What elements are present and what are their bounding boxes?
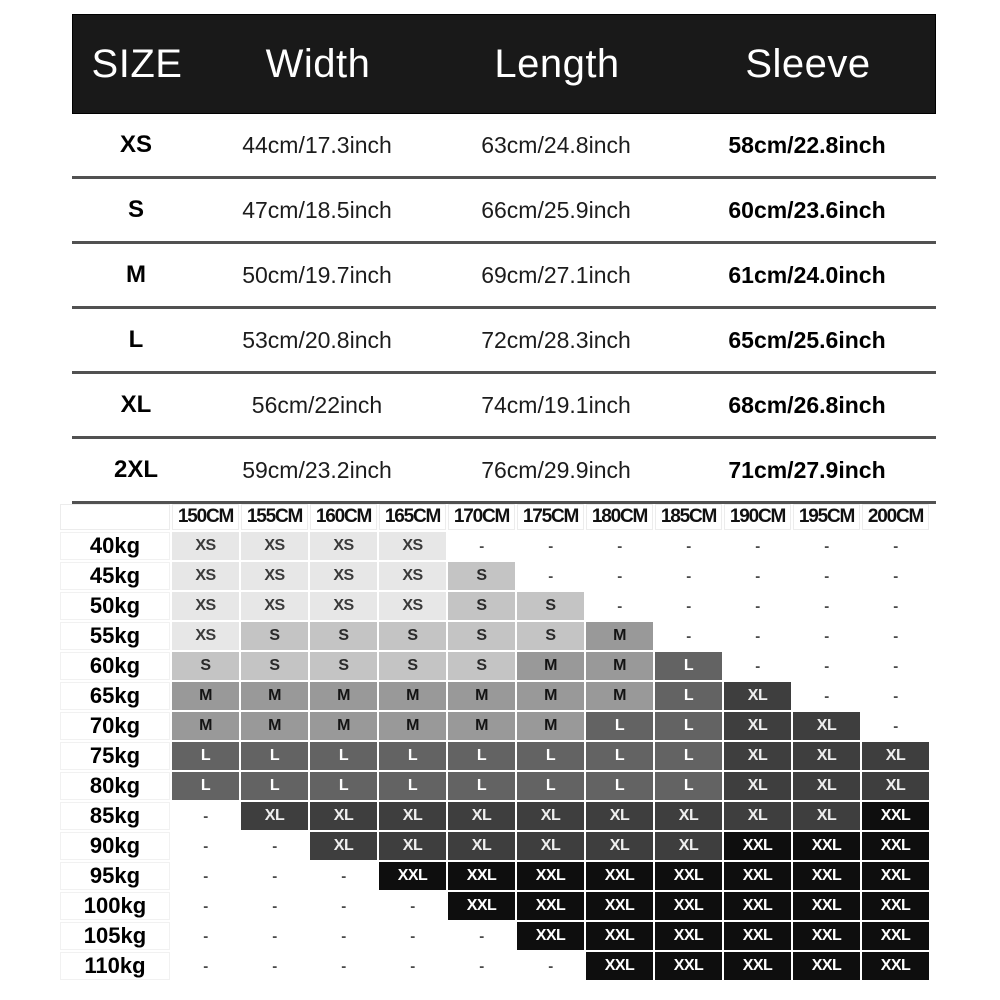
empty-cell: - — [862, 562, 929, 590]
size-cell: L — [517, 772, 584, 800]
measurement-table-header — [72, 14, 936, 114]
size-cell: XXL — [586, 862, 653, 890]
sleeve-value: 71cm/27.9inch — [728, 456, 886, 483]
size-cell: XS — [172, 562, 239, 590]
matrix-row — [60, 862, 929, 890]
measurement-table — [72, 14, 936, 504]
size-cell: XL — [517, 832, 584, 860]
sleeve-value: 58cm/22.8inch — [728, 131, 886, 158]
size-cell: XXL — [586, 952, 653, 980]
size-cell: S — [517, 592, 584, 620]
sleeve-value: 68cm/26.8inch — [728, 391, 886, 418]
size-label: XS — [119, 131, 152, 158]
measurement-row — [72, 439, 936, 504]
size-cell: XL — [379, 802, 446, 830]
empty-cell: - — [172, 862, 239, 890]
size-cell: S — [379, 622, 446, 650]
fit-table — [58, 502, 931, 982]
height-header: 150CM — [172, 504, 239, 530]
matrix-row — [60, 952, 929, 980]
empty-cell: - — [241, 862, 308, 890]
column-header-length: Length — [494, 41, 620, 86]
size-cell: XL — [655, 802, 722, 830]
size-cell: L — [448, 772, 515, 800]
size-cell: M — [379, 712, 446, 740]
size-cell: XXL — [517, 922, 584, 950]
empty-cell: - — [724, 652, 791, 680]
size-cell: S — [379, 652, 446, 680]
empty-cell: - — [241, 922, 308, 950]
matrix-row — [60, 892, 929, 920]
size-cell: XL — [517, 802, 584, 830]
matrix-row — [60, 592, 929, 620]
size-cell: S — [448, 562, 515, 590]
size-cell: L — [655, 742, 722, 770]
empty-cell: - — [310, 952, 377, 980]
size-cell: XXL — [862, 922, 929, 950]
empty-cell: - — [241, 832, 308, 860]
size-cell: XL — [379, 832, 446, 860]
size-cell: XL — [724, 682, 791, 710]
empty-cell: - — [448, 532, 515, 560]
matrix-row — [60, 532, 929, 560]
size-cell: XL — [724, 712, 791, 740]
empty-cell: - — [310, 892, 377, 920]
empty-cell: - — [241, 892, 308, 920]
size-cell: XXL — [655, 892, 722, 920]
height-header: 200CM — [862, 504, 929, 530]
length-value: 76cm/29.9inch — [481, 456, 631, 483]
size-cell: M — [379, 682, 446, 710]
size-cell: XS — [310, 592, 377, 620]
size-cell: S — [310, 622, 377, 650]
empty-cell: - — [862, 682, 929, 710]
width-value: 44cm/17.3inch — [242, 131, 392, 158]
empty-cell: - — [724, 592, 791, 620]
height-header: 180CM — [586, 504, 653, 530]
width-value: 47cm/18.5inch — [242, 196, 392, 223]
weight-header: 95kg — [60, 862, 170, 890]
matrix-row — [60, 652, 929, 680]
sleeve-value: 61cm/24.0inch — [728, 261, 886, 288]
size-cell: M — [586, 682, 653, 710]
empty-cell: - — [448, 922, 515, 950]
matrix-row — [60, 772, 929, 800]
size-cell: M — [172, 682, 239, 710]
matrix-row — [60, 562, 929, 590]
size-cell: L — [241, 742, 308, 770]
matrix-row — [60, 922, 929, 950]
matrix-row — [60, 622, 929, 650]
empty-cell: - — [655, 562, 722, 590]
weight-header: 40kg — [60, 532, 170, 560]
size-cell: XXL — [862, 862, 929, 890]
corner-cell — [60, 504, 170, 530]
empty-cell: - — [517, 532, 584, 560]
size-cell: M — [448, 712, 515, 740]
size-cell: XXL — [862, 892, 929, 920]
width-value: 59cm/23.2inch — [242, 456, 392, 483]
size-cell: XS — [241, 532, 308, 560]
measurement-rows — [72, 114, 936, 504]
size-cell: L — [586, 742, 653, 770]
size-cell: M — [517, 682, 584, 710]
height-header: 160CM — [310, 504, 377, 530]
measurement-row — [72, 114, 936, 179]
column-header-size: SIZE — [91, 41, 183, 86]
weight-header: 55kg — [60, 622, 170, 650]
empty-cell: - — [172, 892, 239, 920]
column-header-sleeve: Sleeve — [745, 41, 871, 86]
size-cell: L — [379, 742, 446, 770]
size-cell: L — [448, 742, 515, 770]
empty-cell: - — [379, 892, 446, 920]
size-cell: XXL — [724, 832, 791, 860]
weight-header: 80kg — [60, 772, 170, 800]
empty-cell: - — [655, 592, 722, 620]
size-cell: XL — [793, 712, 860, 740]
size-cell: L — [310, 772, 377, 800]
size-cell: M — [448, 682, 515, 710]
weight-header: 60kg — [60, 652, 170, 680]
size-label: 2XL — [113, 456, 158, 483]
matrix-row — [60, 832, 929, 860]
size-cell: XXL — [379, 862, 446, 890]
size-cell: XL — [724, 742, 791, 770]
size-cell: XS — [310, 562, 377, 590]
size-cell: XL — [862, 742, 929, 770]
size-cell: L — [172, 772, 239, 800]
empty-cell: - — [172, 922, 239, 950]
empty-cell: - — [172, 802, 239, 830]
size-cell: XXL — [724, 952, 791, 980]
size-cell: XL — [448, 802, 515, 830]
size-cell: M — [310, 682, 377, 710]
height-header: 185CM — [655, 504, 722, 530]
width-value: 50cm/19.7inch — [242, 261, 392, 288]
empty-cell: - — [655, 622, 722, 650]
size-cell: S — [448, 622, 515, 650]
empty-cell: - — [862, 712, 929, 740]
size-cell: XXL — [655, 952, 722, 980]
empty-cell: - — [310, 922, 377, 950]
size-cell: XL — [862, 772, 929, 800]
size-cell: XXL — [862, 952, 929, 980]
empty-cell: - — [655, 532, 722, 560]
matrix-row — [60, 742, 929, 770]
size-cell: XL — [241, 802, 308, 830]
empty-cell: - — [862, 592, 929, 620]
empty-cell: - — [862, 652, 929, 680]
size-cell: XXL — [724, 862, 791, 890]
size-cell: XL — [724, 772, 791, 800]
measurement-row — [72, 244, 936, 309]
size-cell: M — [517, 712, 584, 740]
size-cell: S — [448, 652, 515, 680]
size-cell: XXL — [793, 862, 860, 890]
size-cell: XL — [724, 802, 791, 830]
weight-header: 75kg — [60, 742, 170, 770]
size-cell: XXL — [586, 892, 653, 920]
empty-cell: - — [862, 622, 929, 650]
size-cell: L — [310, 742, 377, 770]
size-cell: XL — [310, 802, 377, 830]
size-cell: XXL — [517, 862, 584, 890]
size-cell: XS — [241, 592, 308, 620]
empty-cell: - — [172, 952, 239, 980]
size-cell: XXL — [793, 832, 860, 860]
matrix-row — [60, 682, 929, 710]
size-cell: XXL — [793, 892, 860, 920]
size-cell: M — [517, 652, 584, 680]
size-cell: XS — [172, 532, 239, 560]
size-cell: M — [586, 622, 653, 650]
weight-header: 45kg — [60, 562, 170, 590]
size-cell: XXL — [793, 922, 860, 950]
size-cell: XS — [172, 592, 239, 620]
length-value: 72cm/28.3inch — [481, 326, 631, 353]
size-cell: M — [310, 712, 377, 740]
weight-header: 100kg — [60, 892, 170, 920]
size-cell: M — [172, 712, 239, 740]
size-cell: S — [448, 592, 515, 620]
size-cell: XS — [241, 562, 308, 590]
height-header: 155CM — [241, 504, 308, 530]
size-cell: XL — [310, 832, 377, 860]
size-cell: L — [241, 772, 308, 800]
size-cell: S — [172, 652, 239, 680]
height-header: 190CM — [724, 504, 791, 530]
empty-cell: - — [241, 952, 308, 980]
size-cell: XXL — [793, 952, 860, 980]
height-weight-matrix — [58, 502, 931, 982]
measurement-row — [72, 374, 936, 439]
size-cell: XL — [793, 742, 860, 770]
size-cell: XS — [379, 532, 446, 560]
size-cell: XL — [448, 832, 515, 860]
length-value: 66cm/25.9inch — [481, 196, 631, 223]
size-cell: XL — [586, 832, 653, 860]
length-value: 63cm/24.8inch — [481, 131, 631, 158]
column-header-width: Width — [265, 41, 371, 86]
sleeve-value: 60cm/23.6inch — [728, 196, 886, 223]
width-value: 56cm/22inch — [251, 391, 383, 418]
empty-cell: - — [517, 562, 584, 590]
size-label: M — [126, 261, 146, 288]
size-cell: S — [310, 652, 377, 680]
empty-cell: - — [862, 532, 929, 560]
size-label: S — [127, 196, 144, 223]
weight-header: 85kg — [60, 802, 170, 830]
size-cell: XS — [172, 622, 239, 650]
size-cell: XS — [379, 562, 446, 590]
size-cell: XXL — [862, 832, 929, 860]
empty-cell: - — [172, 832, 239, 860]
size-cell: M — [586, 652, 653, 680]
empty-cell: - — [793, 532, 860, 560]
empty-cell: - — [793, 562, 860, 590]
empty-cell: - — [793, 682, 860, 710]
empty-cell: - — [793, 592, 860, 620]
empty-cell: - — [379, 922, 446, 950]
empty-cell: - — [793, 622, 860, 650]
size-cell: XL — [793, 802, 860, 830]
sleeve-value: 65cm/25.6inch — [728, 326, 886, 353]
size-cell: S — [241, 652, 308, 680]
height-header: 195CM — [793, 504, 860, 530]
size-cell: XL — [655, 832, 722, 860]
size-cell: XXL — [655, 862, 722, 890]
empty-cell: - — [517, 952, 584, 980]
height-header: 170CM — [448, 504, 515, 530]
width-value: 53cm/20.8inch — [242, 326, 392, 353]
size-cell: L — [379, 772, 446, 800]
empty-cell: - — [379, 952, 446, 980]
size-cell: M — [241, 682, 308, 710]
size-cell: XS — [310, 532, 377, 560]
weight-header: 70kg — [60, 712, 170, 740]
length-value: 74cm/19.1inch — [481, 391, 631, 418]
weight-header: 50kg — [60, 592, 170, 620]
size-cell: L — [655, 772, 722, 800]
size-cell: L — [655, 712, 722, 740]
size-cell: XL — [586, 802, 653, 830]
size-cell: XL — [793, 772, 860, 800]
empty-cell: - — [586, 562, 653, 590]
size-cell: S — [241, 622, 308, 650]
size-cell: XXL — [655, 922, 722, 950]
size-cell: XXL — [862, 802, 929, 830]
empty-cell: - — [793, 652, 860, 680]
size-cell: XXL — [724, 922, 791, 950]
size-label: L — [128, 326, 144, 353]
empty-cell: - — [724, 622, 791, 650]
size-cell: S — [517, 622, 584, 650]
empty-cell: - — [724, 562, 791, 590]
empty-cell: - — [586, 532, 653, 560]
matrix-row — [60, 802, 929, 830]
size-cell: XXL — [448, 862, 515, 890]
size-label: XL — [120, 391, 152, 418]
size-cell: XXL — [724, 892, 791, 920]
size-cell: M — [241, 712, 308, 740]
size-cell: L — [586, 712, 653, 740]
weight-header: 105kg — [60, 922, 170, 950]
measurement-row — [72, 179, 936, 244]
size-cell: L — [655, 682, 722, 710]
empty-cell: - — [448, 952, 515, 980]
size-cell: L — [517, 742, 584, 770]
height-header: 175CM — [517, 504, 584, 530]
length-value: 69cm/27.1inch — [481, 261, 631, 288]
size-cell: XXL — [586, 922, 653, 950]
size-cell: L — [172, 742, 239, 770]
measurement-row — [72, 309, 936, 374]
size-cell: XXL — [448, 892, 515, 920]
weight-header: 90kg — [60, 832, 170, 860]
empty-cell: - — [310, 862, 377, 890]
weight-header: 110kg — [60, 952, 170, 980]
height-header: 165CM — [379, 504, 446, 530]
size-cell: XS — [379, 592, 446, 620]
weight-header: 65kg — [60, 682, 170, 710]
empty-cell: - — [724, 532, 791, 560]
size-cell: XXL — [517, 892, 584, 920]
matrix-header-row — [60, 504, 929, 530]
empty-cell: - — [586, 592, 653, 620]
matrix-row — [60, 712, 929, 740]
size-cell: L — [655, 652, 722, 680]
size-cell: L — [586, 772, 653, 800]
